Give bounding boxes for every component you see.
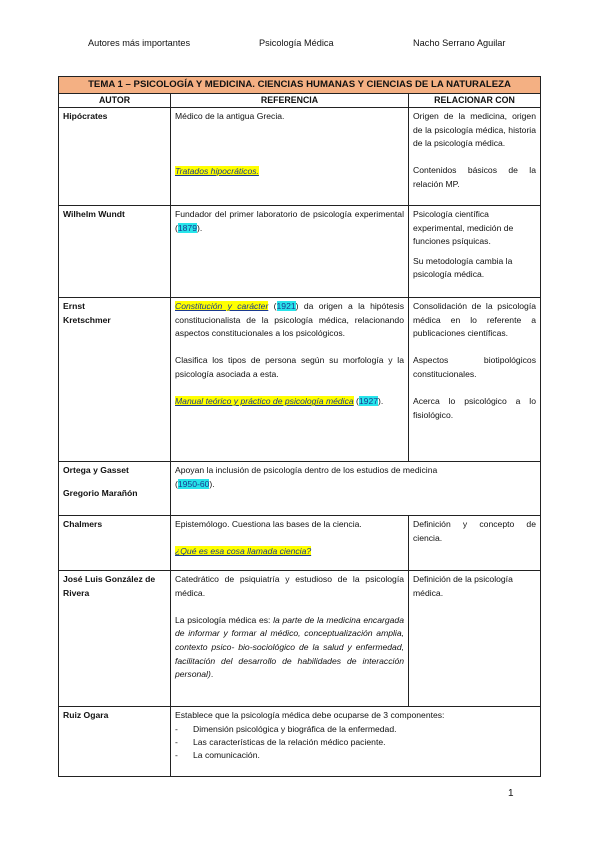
column-header-autor: AUTOR <box>59 94 171 108</box>
table-row <box>59 108 541 206</box>
relation-text: Origen de la medicina, origen de la psicología médica, historia de la psicología médica. <box>413 111 536 149</box>
reference-text: Apoyan la inclusión de psicología dentro de los estudios de medicina <box>175 465 438 475</box>
relation-text: Aspectos biotipológicos constitucionales. <box>413 355 536 379</box>
components-list <box>175 723 536 762</box>
year-highlight: 1950-60 <box>177 478 210 489</box>
relation-cell <box>409 571 541 707</box>
page-number: 1 <box>508 788 514 799</box>
reference-cell <box>171 707 541 777</box>
definition-quote: la parte de la medicina encargada de informar y formar al médico, conceptualización amplia, contexto psico- bio-sociológico de la salud y enfermedad, facilitación del desarrollo de habilidades de interacción personal) <box>175 614 404 680</box>
author-cell: Ruiz Ogara <box>59 707 171 777</box>
reference-text: ( <box>268 301 277 311</box>
reference-cell <box>171 298 409 462</box>
year-highlight: 1927 <box>358 396 379 407</box>
reference-cell <box>171 462 541 516</box>
list-item: - Dimensión psicológica y biográfica de la enfermedad. <box>175 723 536 736</box>
author-name: Gregorio Marañón <box>63 487 138 498</box>
reference-text: Fundador del primer laboratorio de psicología experimental ( <box>175 209 404 233</box>
reference-text: . <box>210 669 214 680</box>
book-link[interactable]: Constitución y carácter <box>175 301 269 311</box>
relation-text: Contenidos básicos de la relación MP. <box>413 165 536 189</box>
author-cell: Chalmers <box>59 516 171 571</box>
table-row <box>59 571 541 707</box>
table-row <box>59 707 541 777</box>
author-cell: Wilhelm Wundt <box>59 206 171 298</box>
reference-cell <box>171 516 409 571</box>
list-item: - La comunicación. <box>175 749 536 762</box>
table-row <box>59 462 541 516</box>
table-row <box>59 206 541 298</box>
relation-text: Psicología científica experimental, medición de funciones psíquicas. <box>413 209 514 247</box>
header-center: Psicología Médica <box>259 38 334 48</box>
list-item: - Las características de la relación médico paciente. <box>175 736 536 749</box>
relation-cell <box>409 108 541 206</box>
author-cell: Hipócrates <box>59 108 171 206</box>
year-highlight: 1879 <box>177 222 197 233</box>
column-header-row <box>59 94 541 108</box>
relation-cell <box>409 516 541 571</box>
reference-text: Epistemólogo. Cuestiona las bases de la ciencia. <box>175 519 362 529</box>
column-header-referencia: REFERENCIA <box>171 94 409 108</box>
reference-text: ) da origen a la hipótesis constitucionalista de la psicología médica, relacionando aspectos constitucionales a los psicológicos. <box>175 301 405 339</box>
author-name: Kretschmer <box>63 314 111 325</box>
relation-text: Consolidación de la psicología médica en lo referente a publicaciones científicas. <box>413 301 536 339</box>
author-cell <box>59 298 171 462</box>
reference-text: ). <box>378 396 384 407</box>
relation-text: Definición de la psicología médica. <box>413 574 513 598</box>
year-highlight: 1921 <box>276 301 296 311</box>
relation-text: Acerca lo psicológico a lo fisiológico. <box>413 396 536 420</box>
column-header-relacionar: RELACIONAR CON <box>409 94 541 108</box>
reference-text: ( <box>353 396 359 407</box>
reference-text: Catedrático de psiquiatría y estudioso de la psicología médica. <box>175 574 404 598</box>
book-link[interactable]: ¿Qué es esa cosa llamada ciencia? <box>175 546 312 557</box>
reference-text: Médico de la antigua Grecia. <box>175 111 285 121</box>
reference-text: ). <box>209 478 215 489</box>
author-cell: José Luis González de Rivera <box>59 571 171 707</box>
table-row <box>59 516 541 571</box>
reference-text: ( <box>175 478 178 489</box>
reference-cell <box>171 108 409 206</box>
reference-text: La psicología médica es: <box>175 614 274 625</box>
author-name: Ortega y Gasset <box>63 465 129 475</box>
table-title-row <box>59 77 541 94</box>
authors-table <box>58 76 541 777</box>
relation-text: Su metodología cambia la psicología médica. <box>413 255 513 280</box>
author-name: Ernst <box>63 301 85 311</box>
table-title: TEMA 1 – PSICOLOGÍA Y MEDICINA. CIENCIAS HUMANAS Y CIENCIAS DE LA NATURALEZA <box>59 77 541 94</box>
table-row <box>59 298 541 462</box>
reference-text: ). <box>197 222 203 233</box>
book-link[interactable]: Manual teórico y práctico de psicología médica <box>175 396 354 407</box>
reference-cell <box>171 206 409 298</box>
relation-text: Definición y concepto de ciencia. <box>413 519 536 543</box>
relation-cell <box>409 298 541 462</box>
relation-cell <box>409 206 541 298</box>
reference-text: Establece que la psicología médica debe ocuparse de 3 componentes: <box>175 710 445 720</box>
reference-cell <box>171 571 409 707</box>
header-left: Autores más importantes <box>88 38 191 48</box>
author-cell <box>59 462 171 516</box>
header-right: Nacho Serrano Aguilar <box>413 38 506 48</box>
reference-text: Clasifica los tipos de persona según su morfología y la psicología asociada a esta. <box>175 355 404 379</box>
book-link[interactable]: Tratados hipocráticos. <box>175 165 259 176</box>
